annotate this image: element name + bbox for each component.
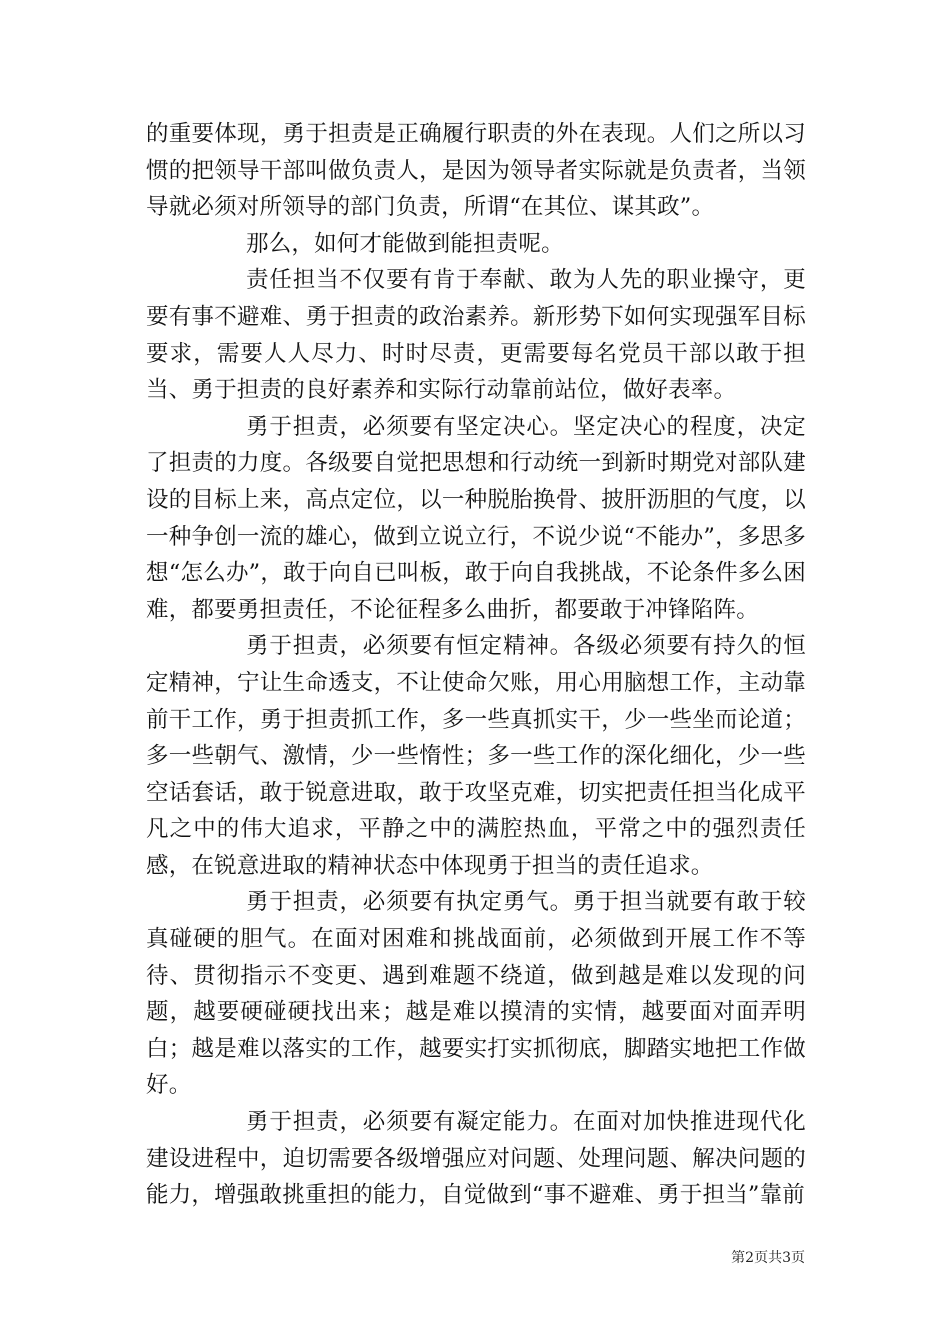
paragraph-2: 那么，如何才能做到能担责呢。 xyxy=(246,230,564,257)
paragraph-6: 勇于担责，必须要有执定勇气。勇于担当就要有敢于较真碰硬的胆气。在面对困难和挑战面前，必须做到开展工作不等待、贯彻指示不变更、遇到难题不绕道，做到越是难以发现的问题，越要硬碰硬找出来；越是难以摸清的实情，越要面对面弄明白；越是难以落实的工作，越要实打实抓彻底，脚踏实地把工作做好。 xyxy=(146,889,806,1099)
page-number-footer: 第2页共3页 xyxy=(731,1250,805,1266)
paragraph-7: 勇于担责，必须要有凝定能力。在面对加快推进现代化建设进程中，迫切需要各级增强应对问题、处理问题、解决问题的能力，增强敢挑重担的能力，自觉做到“事不避难、勇于担当”靠前 xyxy=(146,1109,806,1209)
document-body xyxy=(146,116,806,1214)
paragraph-1: 的重要体现，勇于担责是正确履行职责的外在表现。人们之所以习惯的把领导干部叫做负责人，是因为领导者实际就是负责者，当领导就必须对所领导的部门负责，所谓“在其位、谋其政”。 xyxy=(146,121,806,221)
paragraph-4: 勇于担责，必须要有坚定决心。坚定决心的程度，决定了担责的力度。各级要自觉把思想和行动统一到新时期党对部队建设的目标上来，高点定位，以一种脱胎换骨、披肝沥胆的气度，以一种争创一流的雄心，做到立说立行，不说少说“不能办”，多思多想“怎么办”，敢于向自已叫板，敢于向自我挑战，不论条件多么困难，都要勇担责任，不论征程多么曲折，都要敢于冲锋陷阵。 xyxy=(146,413,806,623)
paragraph-5: 勇于担责，必须要有恒定精神。各级必须要有持久的恒定精神，宁让生命透支，不让使命欠账，用心用脑想工作，主动靠前干工作，勇于担责抓工作，多一些真抓实干，少一些坐而论道；多一些朝气、激情，少一些惰性；多一些工作的深化细化，少一些空话套话，敢于锐意进取，敢于攻坚克难，切实把责任担当化成平凡之中的伟大追求，平静之中的满腔热血，平常之中的强烈责任感，在锐意进取的精神状态中体现勇于担当的责任追求。 xyxy=(146,633,806,879)
paragraph-3: 责任担当不仅要有肯于奉献、敢为人先的职业操守，更要有事不避难、勇于担责的政治素养。新形势下如何实现强军目标要求，需要人人尽力、时时尽责，更需要每名党员干部以敢于担当、勇于担责的良好素养和实际行动靠前站位，做好表率。 xyxy=(146,267,806,404)
